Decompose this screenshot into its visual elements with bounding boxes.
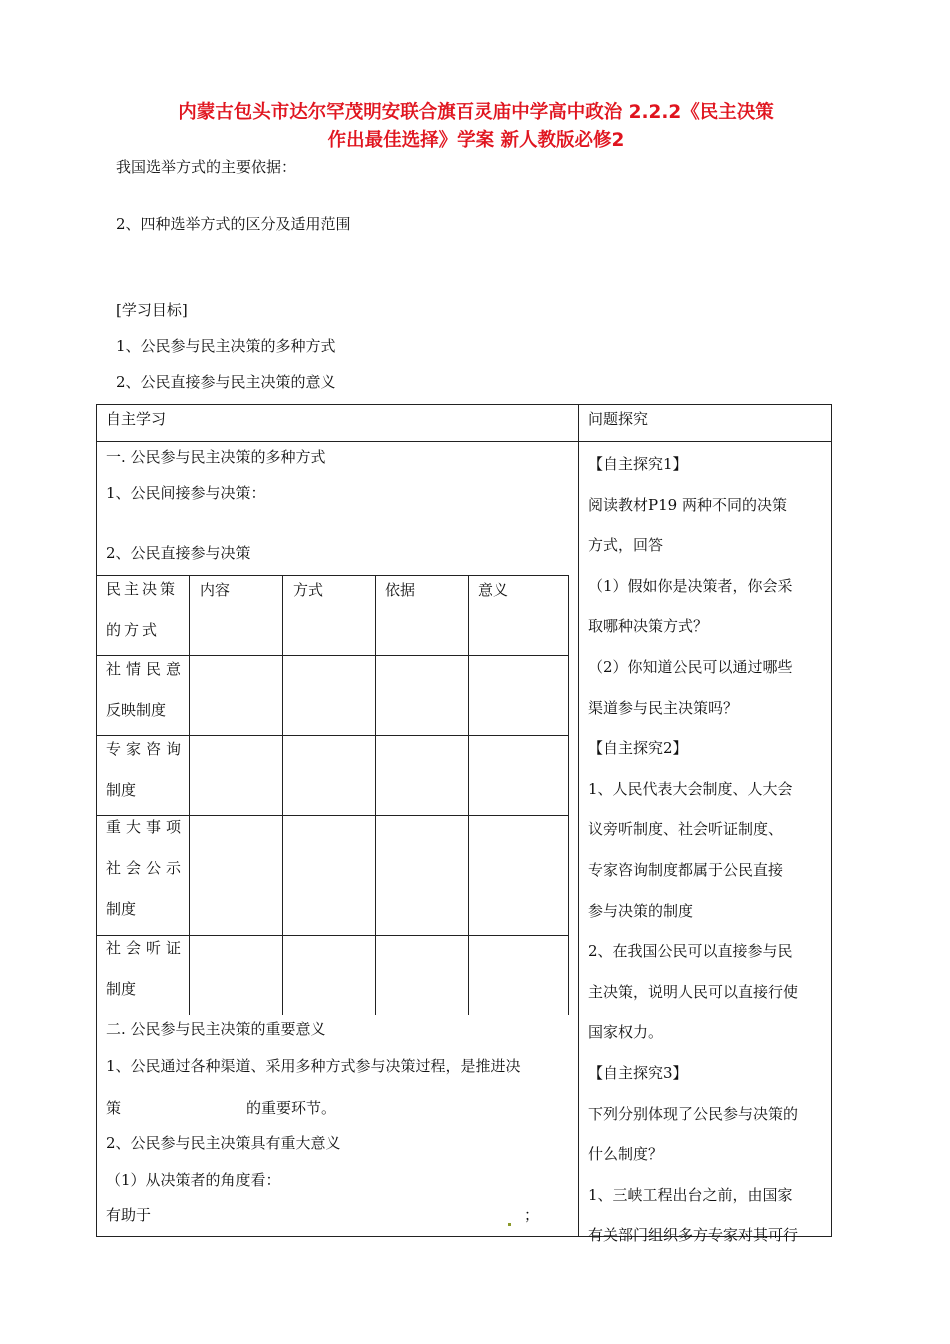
grid-row-label [106,729,186,811]
inquiry-line: 1、三峡工程出台之前，由国家 [588,1185,793,1204]
inquiry-column [588,444,826,1256]
row-label-line: 重大事项 [106,818,187,836]
inquiry-line: 取哪种决策方式？ [588,617,709,636]
section-2-title: 二. 公民参与民主决策的重要意义 [106,1020,326,1038]
inquiry-line: 2、在我国公民可以直接参与民 [588,942,793,961]
inquiry-line: 【自主探究1】 [588,455,688,473]
section-1-title: 一. 公民参与民主决策的多种方式 [106,448,326,466]
inquiry-line: 【自主探究3】 [588,1063,688,1082]
inquiry-line: 国家权力。 [588,1023,664,1042]
grid-line [282,575,283,1015]
inquiry-line: 1、人民代表大会制度、人大会 [588,779,793,798]
s2-help: 有助于 [106,1206,152,1224]
direct-participation: 2、公民直接参与决策 [106,544,251,562]
grid-line [189,575,190,1015]
inquiry-line: 下列分别体现了公民参与决策的 [588,1104,799,1123]
grid-header-content: 内容 [200,581,231,599]
inquiry-line: 方式，回答 [588,536,664,555]
s2-item2-1: （1）从决策者的角度看： [106,1171,281,1189]
row-label-line: 制度 [106,900,137,918]
grid-row-label [106,807,186,930]
grid-header-way: 方式 [293,581,324,599]
goals-heading: [学习目标] [116,301,188,319]
left-column-header: 自主学习 [106,410,167,428]
table-column-divider [578,404,579,1237]
s2-item1-line-b-end: 的重要环节。 [246,1099,337,1117]
grid-line [568,575,569,1015]
inquiry-line: 有关部门组织多方专家对其可行 [588,1226,799,1245]
grid-header-meaning: 意义 [478,581,509,599]
inquiry-line: 议旁听制度、社会听证制度、 [588,820,784,839]
inquiry-line: 什么制度？ [588,1145,664,1164]
row-label-line: 社会公示 [106,859,187,877]
row-label-line: 专家咨询 [106,740,187,758]
election-basis-text: 我国选举方式的主要依据： [116,158,297,176]
indirect-participation: 1、公民间接参与决策： [106,484,266,502]
grid-header-method: 民主决策的方式 [106,580,179,639]
row-label-line: 制度 [106,980,137,998]
s2-item1-line-a: 1、公民通过各种渠道、采用多种方式参与决策过程，是推进决 [106,1057,521,1075]
grid-line [468,575,469,1015]
four-methods-text: 2、四种选举方式的区分及适用范围 [116,215,351,233]
table-header-divider [96,441,832,442]
inquiry-line: （2）你知道公民可以通过哪些 [588,657,793,676]
right-column-header: 问题探究 [588,410,649,428]
inquiry-line: 参与决策的制度 [588,901,694,920]
decorative-dot [507,1212,512,1230]
row-label-line: 社会听证 [106,939,187,957]
inquiry-line: 主决策，说明人民可以直接行使 [588,982,799,1001]
title-line-1: 内蒙古包头市达尔罕茂明安联合旗百灵庙中学高中政治 2.2.2《民主决策 [178,102,774,123]
title-line-2: 作出最佳选择》学案 新人教版必修2 [327,130,625,151]
grid-line [375,575,376,1015]
grid-header-basis: 依据 [385,581,416,599]
document-title [96,99,856,155]
row-label-line: 社情民意 [106,660,187,678]
inquiry-line: 专家咨询制度都属于公民直接 [588,860,784,879]
s2-item2: 2、公民参与民主决策具有重大意义 [106,1134,341,1152]
inquiry-line: 阅读教材P19 两种不同的决策 [588,495,787,514]
grid-row-label [106,649,186,731]
goal-1: 1、公民参与民主决策的多种方式 [116,337,336,355]
grid-row-label [106,928,186,1010]
row-label-line: 制度 [106,781,137,799]
s2-semicolon: ； [524,1206,540,1224]
inquiry-line: 【自主探究2】 [588,739,688,758]
s2-item1-line-b-start: 策 [106,1099,122,1117]
goal-2: 2、公民直接参与民主决策的意义 [116,373,336,391]
inquiry-line: 渠道参与民主决策吗？ [588,698,739,717]
decision-methods-grid [96,575,569,1015]
inquiry-line: （1）假如你是决策者，你会采 [588,576,793,595]
row-label-line: 反映制度 [106,701,167,719]
